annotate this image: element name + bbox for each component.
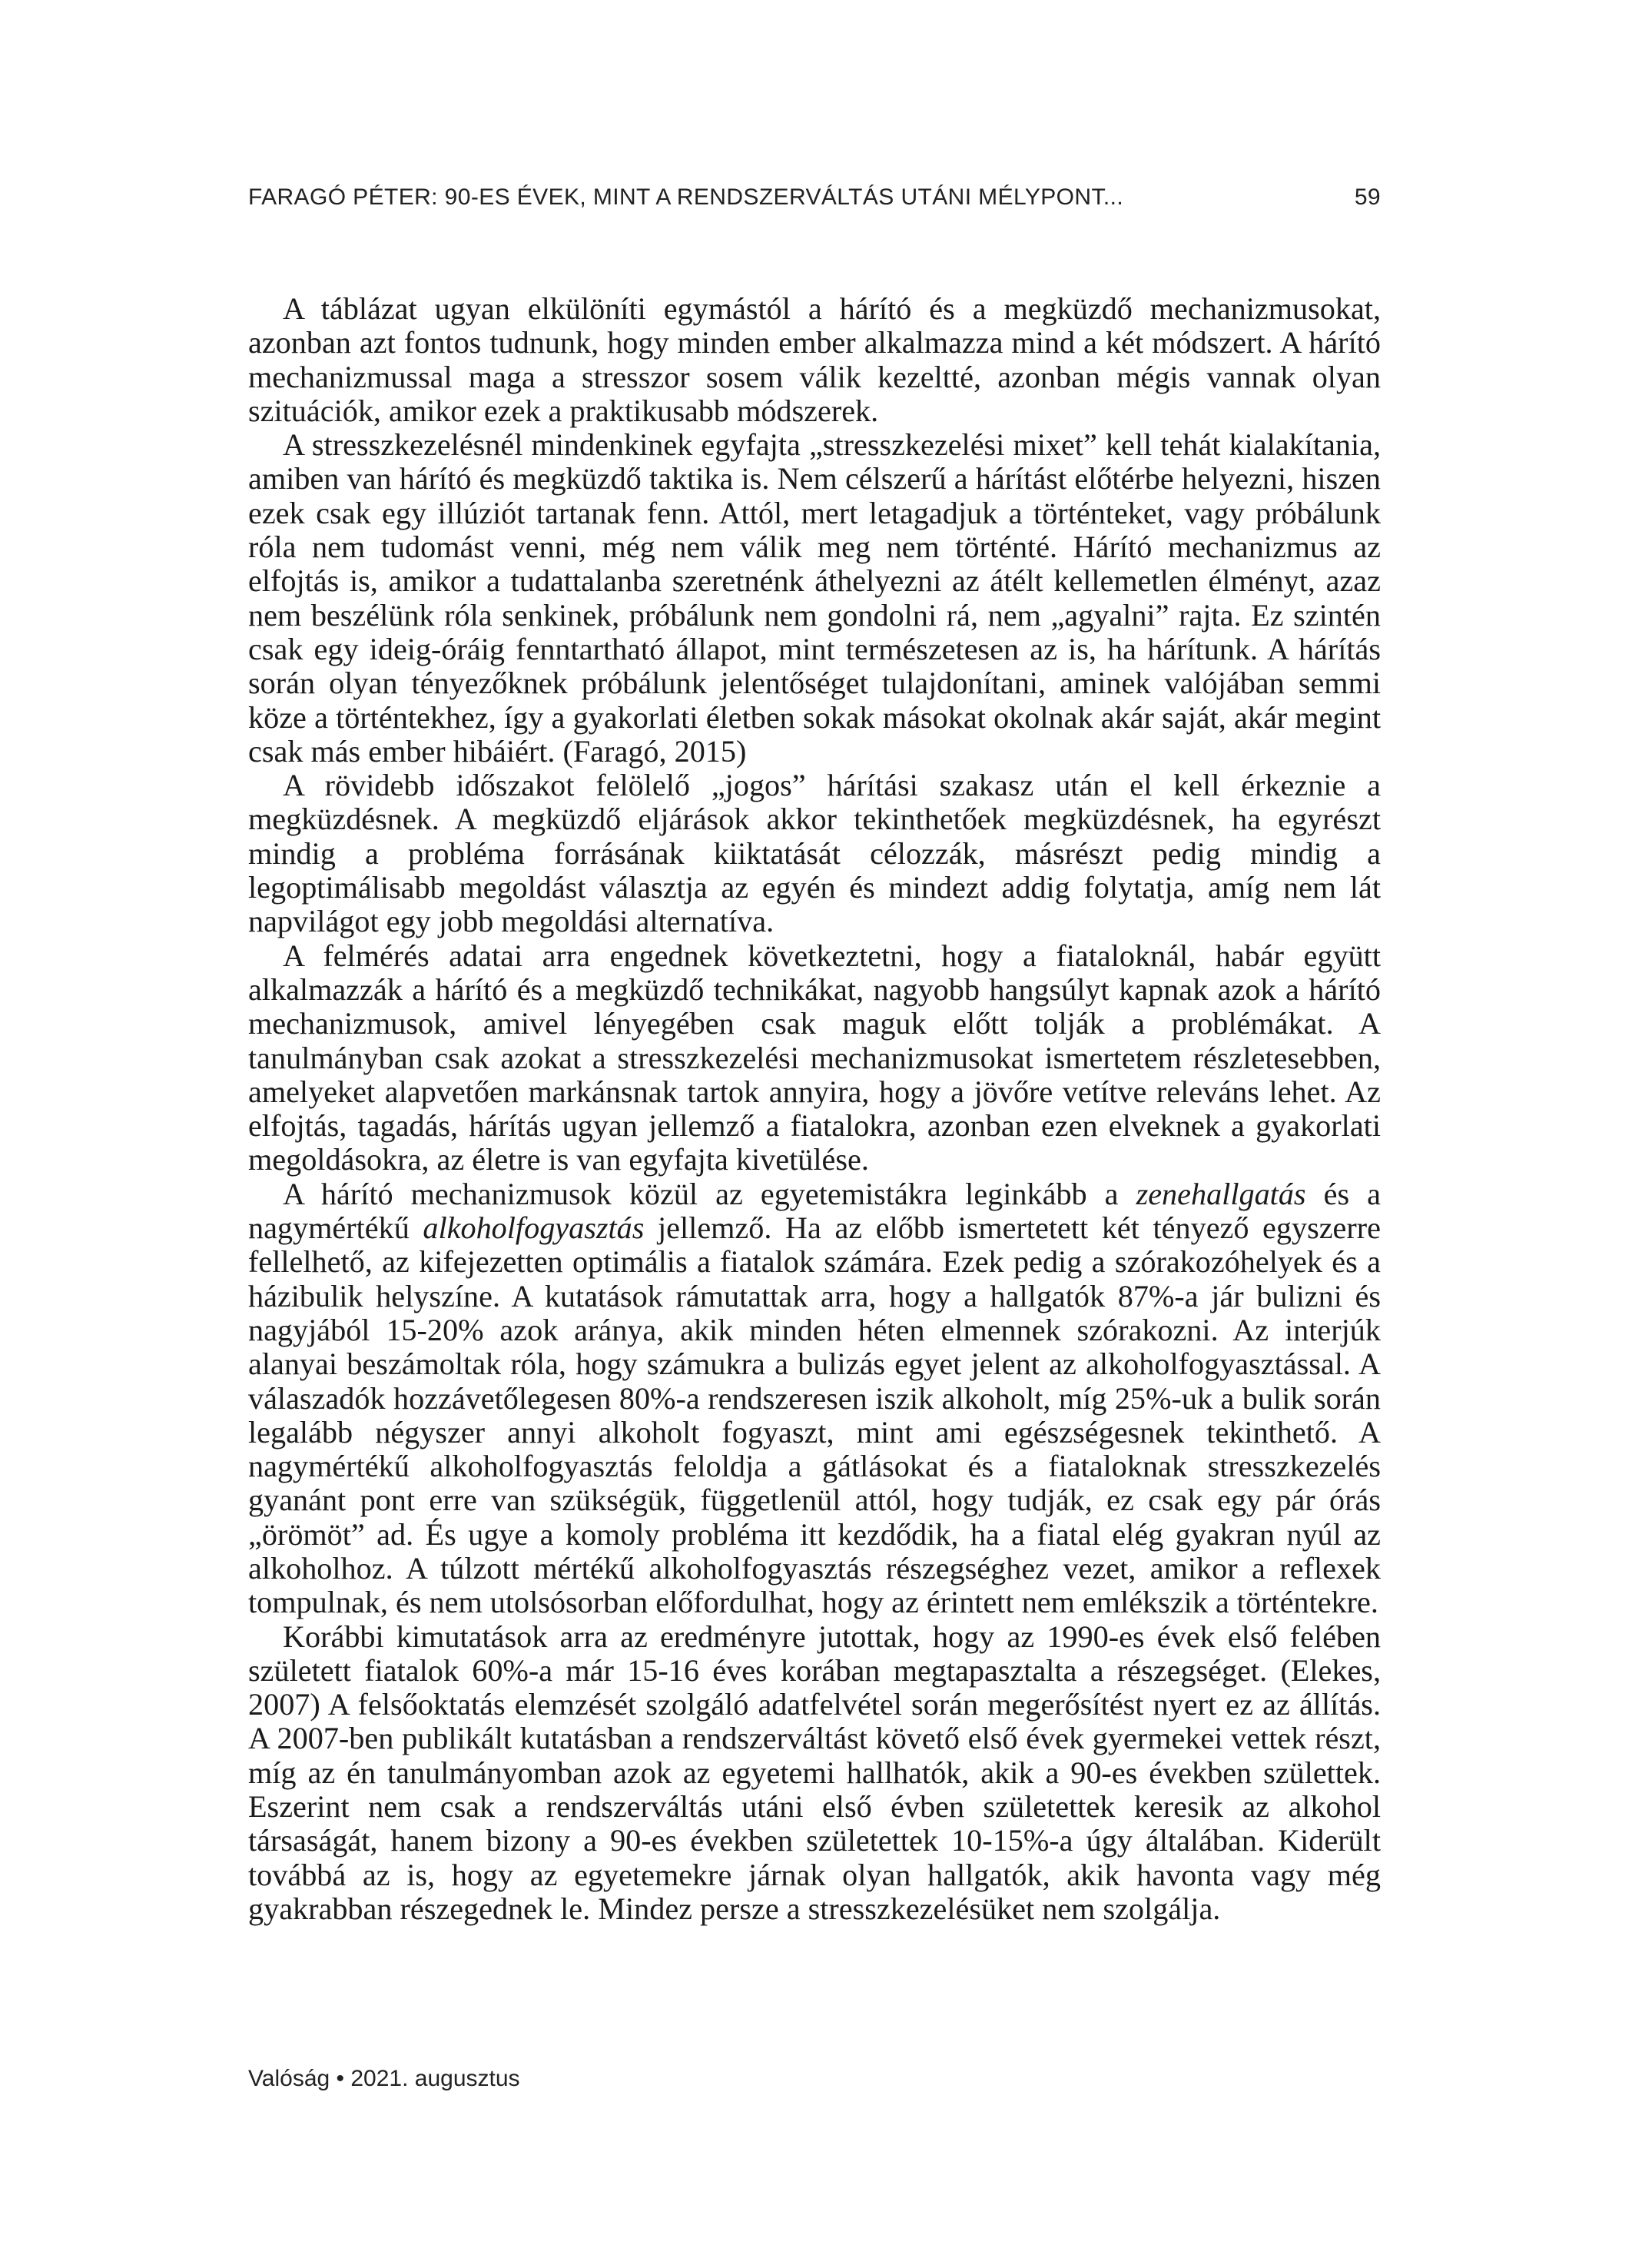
page-footer: Valóság • 2021. augusztus xyxy=(248,2066,520,2091)
paragraph-5-part-b: és a nagymértékű xyxy=(248,1176,1381,1246)
page-number: 59 xyxy=(1354,184,1381,210)
paragraph-5-part-a: A hárító mechanizmusok közül az egyetemistákra leginkább a xyxy=(283,1176,1119,1211)
running-title: FARAGÓ PÉTER: 90-ES ÉVEK, MINT A RENDSZERVÁLTÁS UTÁNI MÉLYPONT... xyxy=(248,184,1124,210)
paragraph-4: A felmérés adatai arra engednek következtetni, hogy a fiataloknál, habár együtt alkalmazzák a hárító és a megküzdő technikákat, nagyobb hangsúlyt kapnak azok a hárító mechanizmusok, amivel lényegében csak maguk előtt tolják a problémákat. A tanulmányban csak azokat a stresszkezelési mechanizmusokat ismertetem részletesebben, amelyeket alapvetően markánsnak tartok annyira, hogy a jövőre vetítve releváns lehet. Az elfojtás, tagadás, hárítás ugyan jellemző a fiatalokra, azonban ezen elveknek a gyakorlati megoldásokra, az életre is van egyfajta kivetülése. xyxy=(248,938,1381,1177)
paragraph-1: A táblázat ugyan elkülöníti egymástól a hárító és a megküzdő mechanizmusokat, azonban azt fontos tudnunk, hogy minden ember alkalmazza mind a két módszert. A hárító mechanizmussal maga a stresszor sosem válik kezeltté, azonban mégis vannak olyan szituációk, amikor ezek a praktikusabb módszerek. xyxy=(248,291,1381,428)
paragraph-5-part-c: jellemző. Ha az előbb ismertetett két tényező egyszerre fellelhető, az kifejezetten optimális a fiatalok számára. Ezek pedig a szórakozóhelyek és a házibulik helyszíne. A kutatások rámutattak arra, hogy a hallgatók 87%-a jár bulizni és nagyjából 15-20% azok aránya, akik minden héten elmennek szórakozni. Az interjúk alanyai beszámoltak róla, hogy számukra a bulizás egyet jelent az alkoholfogyasztással. A válaszadók hozzávetőlegesen 80%-a rendszeresen iszik alkoholt, míg 25%-uk a bulik során legalább négyszer annyi alkoholt fogyaszt, mint ami egészségesnek tekinthető. A nagymértékű alkoholfogyasztás feloldja a gátlásokat és a fiataloknak stresszkezelés gyanánt pont erre van szükségük, függetlenül attól, hogy tudják, ez csak egy pár órás „örömöt” ad. És ugye a komoly probléma itt kezdődik, ha a fiatal elég gyakran nyúl az alkoholhoz. A túlzott mértékű alkoholfogyasztás részegséghez vezet, amikor a reflexek tompulnak, és nem utolsósorban előfordulhat, hogy az érintett nem emlékszik a történtekre. xyxy=(248,1210,1381,1620)
article-body xyxy=(248,292,1381,1926)
paragraph-5 xyxy=(248,1177,1381,1620)
term-zenehallgatas: zenehallgatás xyxy=(1136,1176,1306,1211)
paragraph-2: A stresszkezelésnél mindenkinek egyfajta „stresszkezelési mixet” kell tehát kialakítania, amiben van hárító és megküzdő taktika is. Nem célszerű a hárítást előtérbe helyezni, hiszen ezek csak egy illúziót tartanak fenn. Attól, mert letagadjuk a történteket, vagy próbálunk róla nem tudomást venni, még nem válik meg nem történté. Hárító mechanizmus az elfojtás is, amikor a tudattalanba szeretnénk áthelyezni az átélt kellemetlen élményt, azaz nem beszélünk róla senkinek, próbálunk nem gondolni rá, nem „agyalni” rajta. Ez szintén csak egy ideig-óráig fenntartható állapot, mint természetesen az is, ha hárítunk. A hárítás során olyan tényezőknek próbálunk jelentőséget tulajdonítani, aminek valójában semmi köze a történtekhez, így a gyakorlati életben sokak másokat okolnak akár saját, akár megint csak más ember hibáiért. (Faragó, 2015) xyxy=(248,427,1381,769)
paragraph-3: A rövidebb időszakot felölelő „jogos” hárítási szakasz után el kell érkeznie a megküzdésnek. A megküzdő eljárások akkor tekinthetőek megküzdésnek, ha egyrészt mindig a probléma forrásának kiiktatását célozzák, másrészt pedig mindig a legoptimálisabb megoldást választja az egyén és mindezt addig folytatja, amíg nem lát napvilágot egy jobb megoldási alternatíva. xyxy=(248,768,1381,939)
paragraph-6: Korábbi kimutatások arra az eredményre jutottak, hogy az 1990-es évek első felében született fiatalok 60%-a már 15-16 éves korában megtapasztalta a részegséget. (Elekes, 2007) A felsőoktatás elemzését szolgáló adatfelvétel során megerősítést nyert ez az állítás. A 2007-ben publikált kutatásban a rendszerváltást követő első évek gyermekei vettek részt, míg az én tanulmányomban azok az egyetemi hallhatók, akik a 90-es években születtek. Eszerint nem csak a rendszerváltás utáni első évben születettek keresik az alkohol társaságát, hanem bizony a 90-es években születettek 10-15%-a úgy általában. Kiderült továbbá az is, hogy az egyetemekre járnak olyan hallgatók, akik havonta vagy még gyakrabban részegednek le. Mindez persze a stresszkezelésüket nem szolgálja. xyxy=(248,1619,1381,1926)
running-header xyxy=(248,184,1381,215)
term-alkoholfogyasztas: alkoholfogyasztás xyxy=(423,1210,645,1246)
